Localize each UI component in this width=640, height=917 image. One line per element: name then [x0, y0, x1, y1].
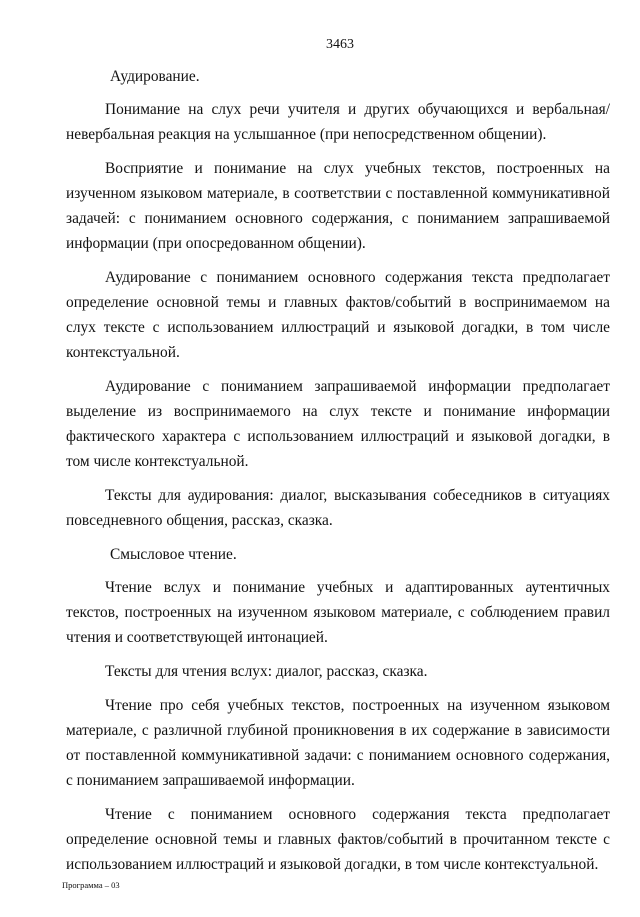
paragraph: Чтение про себя учебных текстов, построенных на изученном языковом материале, с различной глубиной проникновения в их содержание в зависимости от поставленной коммуникативной задачи: с пониманием основного содержания, с пониманием запрашиваемой информации. [66, 697, 610, 789]
section-heading-reading: Смысловое чтение. [110, 546, 237, 563]
footer-label: Программа – 03 [62, 880, 120, 890]
document-body [66, 64, 610, 877]
page-number: 3463 [326, 37, 354, 52]
paragraph: Тексты для чтения вслух: диалог, рассказ, сказка. [105, 663, 428, 680]
paragraph: Понимание на слух речи учителя и других обучающихся и вербальная/невербальная реакция на услышанное (при непосредственном общении). [66, 101, 610, 143]
paragraph: Восприятие и понимание на слух учебных текстов, построенных на изученном языковом материале, в соответствии с поставленной коммуникативной задачей: с пониманием основного содержания, с пониманием запрашиваемой информации (при опосредованном общении). [66, 160, 610, 252]
section-heading-listening: Аудирование. [110, 68, 200, 85]
paragraph: Аудирование с пониманием запрашиваемой информации предполагает выделение из воспринимаемого на слух тексте и понимание информации фактического характера с использованием иллюстраций и языковой догадки, в том числе контекстуальной. [66, 378, 610, 470]
paragraph: Чтение вслух и понимание учебных и адаптированных аутентичных текстов, построенных на изученном языковом материале, с соблюдением правил чтения и соответствующей интонацией. [66, 579, 610, 646]
paragraph: Чтение с пониманием основного содержания текста предполагает определение основной темы и главных фактов/событий в прочитанном тексте с использованием иллюстраций и языковой догадки, в том числе контекстуальной. [66, 806, 610, 873]
paragraph: Аудирование с пониманием основного содержания текста предполагает определение основной темы и главных фактов/событий в воспринимаемом на слух тексте с использованием иллюстраций и языковой догадки, в том числе контекстуальной. [66, 269, 610, 361]
paragraph: Тексты для аудирования: диалог, высказывания собеседников в ситуациях повседневного общения, рассказ, сказка. [66, 487, 610, 529]
